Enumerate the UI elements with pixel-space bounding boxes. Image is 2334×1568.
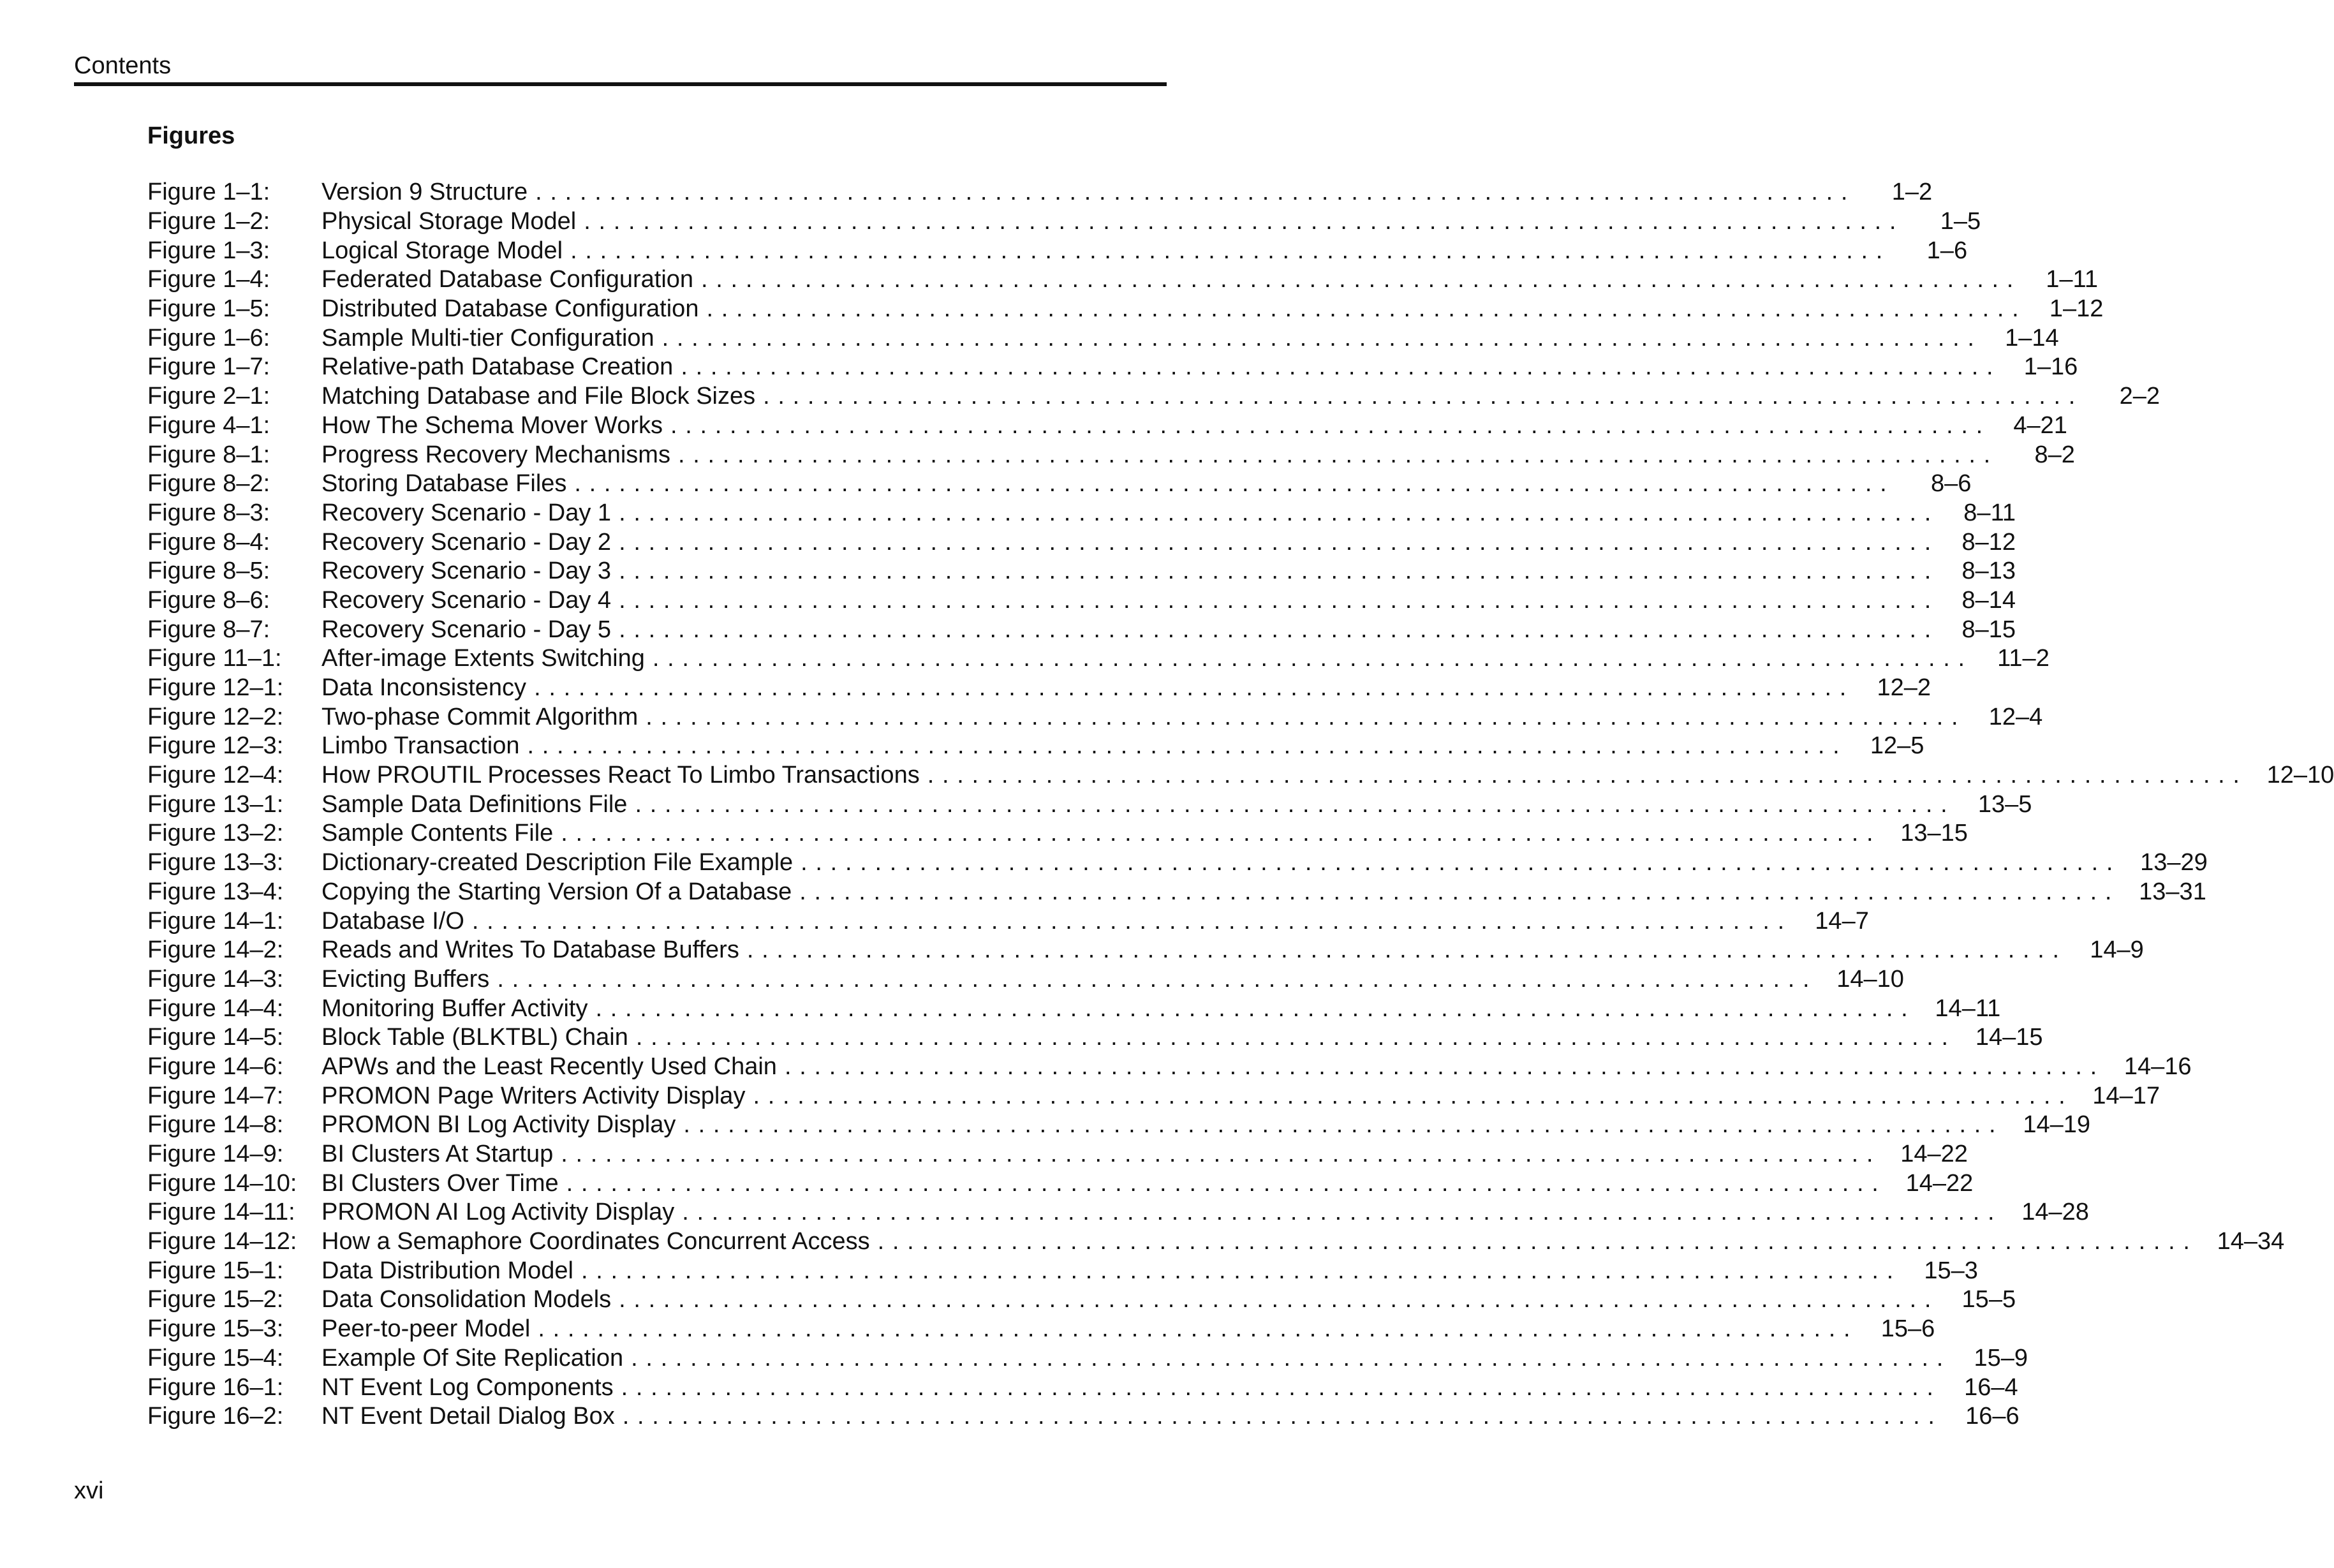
figure-number: Figure 13–3: — [147, 849, 284, 876]
figure-title: Progress Recovery Mechanisms — [321, 441, 670, 468]
figure-number: Figure 14–8: — [147, 1111, 284, 1139]
figure-title: Data Consolidation Models — [321, 1286, 612, 1313]
list-item — [147, 1140, 1968, 1169]
page-reference: 11–2 — [1997, 645, 2050, 672]
figure-number: Figure 13–1: — [147, 790, 284, 818]
figure-title: PROMON AI Log Activity Display — [321, 1199, 675, 1226]
dot-leader: ......................................................................................... — [527, 732, 1848, 760]
figure-title: PROMON BI Log Activity Display — [321, 1111, 676, 1139]
list-item — [147, 295, 2104, 324]
dot-leader: ......................................................................................... — [574, 470, 1895, 498]
figure-number: Figure 8–2: — [147, 470, 270, 498]
figure-title: BI Clusters At Startup — [321, 1141, 554, 1168]
figure-number: Figure 8–3: — [147, 499, 270, 526]
list-item — [147, 1344, 2028, 1373]
dot-leader: ......................................................................................... — [561, 820, 1882, 847]
dot-leader: ......................................................................................... — [619, 616, 1940, 643]
figure-number: Figure 14–10: — [147, 1169, 297, 1197]
page-reference: 8–15 — [1961, 616, 2016, 643]
figure-title: Matching Database and File Block Sizes — [321, 383, 756, 410]
list-item — [147, 382, 2160, 411]
figure-title: Data Inconsistency — [321, 674, 527, 702]
list-item — [147, 644, 2050, 674]
page-reference: 8–12 — [1961, 528, 2016, 556]
page-reference: 12–2 — [1877, 674, 1931, 702]
list-item — [147, 1373, 2018, 1402]
dot-leader: ......................................................................................... — [631, 1344, 1952, 1372]
figure-number: Figure 1–4: — [147, 266, 270, 293]
figure-number: Figure 1–5: — [147, 295, 270, 323]
figure-title: How PROUTIL Processes React To Limbo Transactions — [321, 762, 920, 789]
figure-title: Version 9 Structure — [321, 179, 528, 206]
page-reference: 13–29 — [2140, 849, 2208, 876]
dot-leader: ......................................................................................... — [584, 208, 1905, 235]
figure-number: Figure 8–6: — [147, 586, 270, 614]
figure-title: Recovery Scenario - Day 1 — [321, 499, 612, 526]
page-reference: 15–5 — [1961, 1286, 2016, 1313]
list-item — [147, 994, 2001, 1023]
page-reference: 14–28 — [2021, 1199, 2089, 1226]
page-reference: 8–11 — [1963, 499, 2016, 526]
figure-title: NT Event Detail Dialog Box — [321, 1403, 615, 1430]
figure-number: Figure 12–4: — [147, 762, 284, 789]
figure-list — [147, 178, 2334, 1431]
page-reference: 12–4 — [1988, 703, 2043, 730]
dot-leader: ......................................................................................... — [646, 703, 1967, 730]
page-reference: 13–15 — [1900, 820, 1968, 847]
page-reference: 16–4 — [1964, 1373, 2018, 1401]
list-item — [147, 848, 2208, 878]
figure-number: Figure 4–1: — [147, 411, 270, 439]
figure-number: Figure 12–2: — [147, 703, 284, 730]
dot-leader: ......................................................................................... — [595, 995, 1916, 1022]
figure-number: Figure 16–1: — [147, 1373, 284, 1401]
dot-leader: ......................................................................................... — [635, 1024, 1956, 1051]
dot-leader: ......................................................................................... — [746, 936, 2067, 964]
dot-leader: ......................................................................................... — [561, 1141, 1882, 1168]
figure-title: Peer-to-peer Model — [321, 1315, 531, 1343]
list-item — [147, 732, 1924, 761]
figure-title: Database I/O — [321, 907, 464, 935]
page-reference: 15–9 — [1974, 1344, 2028, 1372]
list-item — [147, 819, 1968, 848]
page-reference: 1–5 — [1940, 208, 1981, 235]
list-item — [147, 615, 2016, 644]
figure-title: Example Of Site Replication — [321, 1344, 624, 1372]
figure-number: Figure 8–1: — [147, 441, 270, 468]
figure-number: Figure 12–1: — [147, 674, 284, 702]
dot-leader: ......................................................................................... — [534, 674, 1854, 702]
figure-number: Figure 8–7: — [147, 616, 270, 643]
dot-leader: ......................................................................................... — [619, 558, 1940, 585]
dot-leader: ......................................................................................... — [580, 1257, 1902, 1284]
list-item — [147, 557, 2016, 586]
figure-number: Figure 11–1: — [147, 645, 282, 672]
list-item — [147, 1402, 2020, 1431]
dot-leader: ......................................................................................... — [927, 762, 2248, 789]
figure-number: Figure 1–3: — [147, 237, 270, 264]
figure-number: Figure 12–3: — [147, 732, 284, 760]
figure-title: Reads and Writes To Database Buffers — [321, 936, 739, 964]
figure-title: Limbo Transaction — [321, 732, 520, 760]
page-reference: 1–12 — [2049, 295, 2104, 323]
list-item — [147, 1111, 2090, 1140]
list-item — [147, 790, 2032, 819]
dot-leader: ......................................................................................... — [570, 237, 1891, 264]
figure-number: Figure 1–2: — [147, 208, 270, 235]
list-item — [147, 586, 2016, 616]
list-item — [147, 906, 1869, 936]
list-item — [147, 528, 2016, 557]
figure-number: Figure 8–5: — [147, 558, 270, 585]
page-reference: 14–11 — [1935, 995, 2001, 1022]
page-reference: 12–5 — [1870, 732, 1924, 760]
figure-title: Dictionary-created Description File Example — [321, 849, 794, 876]
dot-leader: ......................................................................................... — [877, 1228, 2198, 1255]
page-reference: 8–14 — [1961, 586, 2016, 614]
figure-title: APWs and the Least Recently Used Chain — [321, 1053, 777, 1080]
list-item — [147, 761, 2334, 790]
figure-title: Recovery Scenario - Day 2 — [321, 528, 612, 556]
page-reference: 8–13 — [1961, 558, 2016, 585]
list-item — [147, 1198, 2089, 1227]
section-title: Figures — [147, 122, 235, 149]
dot-leader: ......................................................................................... — [619, 586, 1940, 614]
list-item — [147, 1081, 2160, 1111]
page-reference: 1–2 — [1891, 179, 1933, 206]
figure-title: Sample Multi-tier Configuration — [321, 324, 654, 351]
figure-title: Two-phase Commit Algorithm — [321, 703, 639, 730]
dot-leader: ......................................................................................... — [538, 1315, 1859, 1343]
list-item — [147, 1256, 1978, 1285]
figure-title: After-image Extents Switching — [321, 645, 645, 672]
figure-number: Figure 1–6: — [147, 324, 270, 351]
figure-number: Figure 16–2: — [147, 1403, 284, 1430]
page-reference: 1–14 — [2005, 324, 2059, 351]
figure-number: Figure 1–7: — [147, 353, 270, 381]
dot-leader: ......................................................................................... — [681, 353, 2002, 381]
figure-number: Figure 14–6: — [147, 1053, 284, 1080]
figure-title: Sample Data Definitions File — [321, 790, 628, 818]
list-item — [147, 178, 1933, 207]
dot-leader: ......................................................................................... — [753, 1082, 2074, 1109]
dot-leader: ......................................................................................... — [535, 179, 1856, 206]
page-reference: 1–11 — [2046, 266, 2098, 293]
dot-leader: ......................................................................................... — [619, 499, 1940, 526]
page-reference: 8–2 — [2034, 441, 2075, 468]
list-item — [147, 1315, 1935, 1344]
dot-leader: ......................................................................................... — [799, 878, 2120, 905]
figure-number: Figure 13–2: — [147, 820, 284, 847]
figure-number: Figure 8–4: — [147, 528, 270, 556]
dot-leader: ......................................................................................... — [763, 383, 2084, 410]
page-reference: 14–22 — [1900, 1141, 1968, 1168]
figure-number: Figure 14–3: — [147, 965, 284, 993]
dot-leader: ......................................................................................... — [622, 1403, 1943, 1430]
header-rule — [74, 82, 1167, 86]
figure-title: Logical Storage Model — [321, 237, 563, 264]
figure-number: Figure 14–1: — [147, 907, 284, 935]
figure-title: Block Table (BLKTBL) Chain — [321, 1024, 628, 1051]
list-item — [147, 1023, 2043, 1053]
figure-title: Federated Database Configuration — [321, 266, 694, 293]
dot-leader: ......................................................................................... — [801, 849, 2122, 876]
page-reference: 14–16 — [2123, 1053, 2192, 1080]
figure-number: Figure 15–2: — [147, 1286, 284, 1313]
list-item — [147, 207, 1981, 237]
list-item — [147, 265, 2098, 295]
figure-title: Monitoring Buffer Activity — [321, 995, 588, 1022]
figure-title: How The Schema Mover Works — [321, 411, 663, 439]
page-reference: 8–6 — [1930, 470, 1972, 498]
figure-title: Recovery Scenario - Day 3 — [321, 558, 612, 585]
figure-title: Data Distribution Model — [321, 1257, 573, 1284]
list-item — [147, 411, 2067, 441]
list-item — [147, 236, 1968, 265]
page-reference: 1–6 — [1926, 237, 1968, 264]
dot-leader: ......................................................................................... — [619, 528, 1940, 556]
dot-leader: ......................................................................................... — [784, 1053, 2105, 1080]
figure-number: Figure 2–1: — [147, 383, 270, 410]
page-reference: 13–31 — [2139, 878, 2206, 905]
page-reference: 14–19 — [2023, 1111, 2090, 1139]
page-reference: 14–17 — [2092, 1082, 2160, 1109]
figure-title: BI Clusters Over Time — [321, 1169, 559, 1197]
list-item — [147, 1053, 2192, 1082]
figure-title: Storing Database Files — [321, 470, 567, 498]
list-item — [147, 499, 2016, 528]
page-reference: 12–10 — [2266, 762, 2334, 789]
figure-title: Sample Contents File — [321, 820, 554, 847]
page-reference: 14–9 — [2090, 936, 2144, 964]
list-item — [147, 878, 2206, 907]
page-reference: 13–5 — [1977, 790, 2032, 818]
figure-title: Recovery Scenario - Day 5 — [321, 616, 612, 643]
page-reference: 14–22 — [1905, 1169, 1974, 1197]
page-reference: 14–15 — [1975, 1024, 2043, 1051]
figure-number: Figure 14–7: — [147, 1082, 284, 1109]
dot-leader: ......................................................................................... — [652, 645, 1973, 672]
dot-leader: ......................................................................................... — [670, 411, 1991, 439]
figure-number: Figure 14–11: — [147, 1199, 295, 1226]
figure-title: Relative-path Database Creation — [321, 353, 674, 381]
figure-number: Figure 15–4: — [147, 1344, 284, 1372]
dot-leader: ......................................................................................... — [682, 1199, 2003, 1226]
figure-number: Figure 15–3: — [147, 1315, 284, 1343]
page-reference: 2–2 — [2119, 383, 2160, 410]
page-reference: 14–7 — [1815, 907, 1869, 935]
dot-leader: ......................................................................................... — [701, 266, 2021, 293]
running-head: Contents — [74, 52, 172, 79]
figure-number: Figure 14–12: — [147, 1228, 297, 1255]
dot-leader: ......................................................................................... — [619, 1286, 1940, 1313]
list-item — [147, 702, 2043, 732]
figure-title: How a Semaphore Coordinates Concurrent Access — [321, 1228, 870, 1255]
figure-title: Recovery Scenario - Day 4 — [321, 586, 612, 614]
figure-number: Figure 15–1: — [147, 1257, 284, 1284]
page-reference: 4–21 — [2013, 411, 2067, 439]
figure-title: Distributed Database Configuration — [321, 295, 699, 323]
list-item — [147, 470, 1972, 499]
list-item — [147, 1169, 1974, 1198]
list-item — [147, 1285, 2016, 1315]
list-item — [147, 440, 2075, 470]
figure-number: Figure 1–1: — [147, 179, 270, 206]
page-reference: 15–3 — [1924, 1257, 1978, 1284]
page-reference: 16–6 — [1965, 1403, 2020, 1430]
dot-leader: ......................................................................................... — [683, 1111, 2004, 1139]
page-reference: 15–6 — [1880, 1315, 1935, 1343]
figure-number: Figure 14–5: — [147, 1024, 284, 1051]
dot-leader: ......................................................................................... — [621, 1373, 1942, 1401]
page-reference: 1–16 — [2023, 353, 2078, 381]
figure-title: Evicting Buffers — [321, 965, 490, 993]
list-item — [147, 323, 2059, 353]
dot-leader: ......................................................................................... — [706, 295, 2027, 323]
list-item — [147, 936, 2144, 965]
dot-leader: ......................................................................................... — [677, 441, 1998, 468]
dot-leader: ......................................................................................... — [497, 965, 1818, 993]
figure-number: Figure 14–4: — [147, 995, 284, 1022]
page-reference: 14–10 — [1836, 965, 1904, 993]
dot-leader: ......................................................................................... — [635, 790, 1956, 818]
dot-leader: ......................................................................................... — [471, 907, 1792, 935]
list-item — [147, 1227, 2285, 1257]
figure-number: Figure 13–4: — [147, 878, 284, 905]
page-reference: 14–34 — [2217, 1228, 2285, 1255]
figure-title: Copying the Starting Version Of a Database — [321, 878, 792, 905]
dot-leader: ......................................................................................... — [661, 324, 1983, 351]
figure-title: Physical Storage Model — [321, 208, 577, 235]
figure-number: Figure 14–2: — [147, 936, 284, 964]
figure-number: Figure 14–9: — [147, 1141, 284, 1168]
page-number: xvi — [74, 1477, 104, 1504]
list-item — [147, 353, 2078, 382]
list-item — [147, 965, 1904, 995]
figure-title: NT Event Log Components — [321, 1373, 614, 1401]
dot-leader: ......................................................................................... — [566, 1169, 1887, 1197]
figure-title: PROMON Page Writers Activity Display — [321, 1082, 746, 1109]
list-item — [147, 674, 1931, 703]
